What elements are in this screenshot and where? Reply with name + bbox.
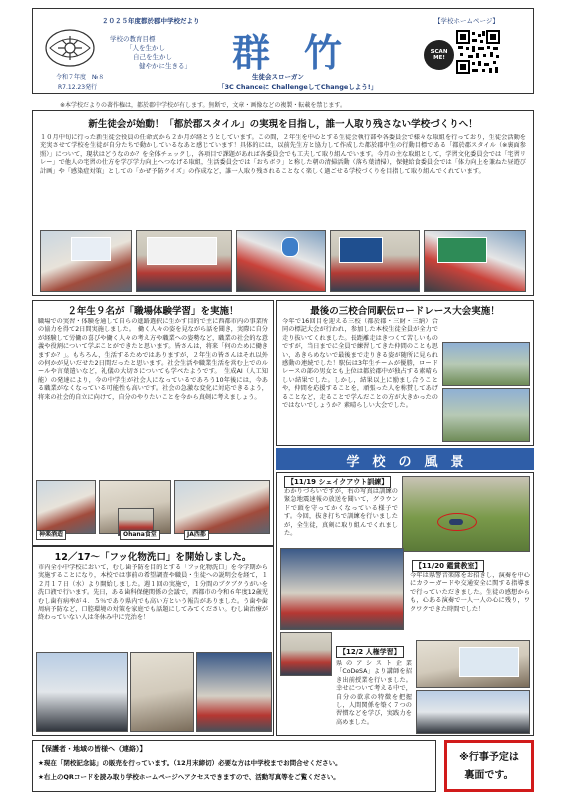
article3-photo-2 xyxy=(130,652,194,732)
article2-photo-4 xyxy=(174,480,270,534)
article2-photo-label-1: 神楽酒造 xyxy=(36,530,66,540)
homepage-label: 【学校ホームページ】 xyxy=(434,17,499,25)
goal-line2: 自己を生かし xyxy=(133,53,172,61)
article3-body: 市内全小中学校において，むし歯予防を目的とする「フッ化物洗口」を今学期から実施することになり，本校では事前の希望調査や職員・生徒への説明会を経て，１２月１７日（水）より開始しました。週１回の実施で，１分間のブクブクうがいを洗口液で行います。先日，ある歯科保健関係の会議で，西都市の令和６年度12歳児むし歯有病率が４．５％であり県内でも高い方という報告がありました。う歯や歯周病予防など，口腔環境の対策を家庭でも話題にしてみてください。むし歯治療が終わっていない人は冬休み中に完治を！ xyxy=(38,564,268,622)
article1-heading: 新生徒会が始動！「都於郡スタイル」の実現を目指し，誰一人取り残さない学校づくりへ！ xyxy=(88,119,478,130)
article2-body: 職場での実習・体験を通して自らの進路選択に生かす目的で主に西都市内の事業所の協力を得て2日間実施しました。 働く人々の姿を見ながら話を聞き，実際に自分が経験して労働の喜びや働く人々の考え方や職業への姿勢など，職業の社会的な意義や役割について学ぶことができたと思います。皆さんは，将来「何のために働きますか？」。もちろん，生活するためではありますが，２年生の皆さんはそれ以外の何かが見いだせた2日間だったと思います。社会生活や職業生活を営む上でのルールや言葉遣いなど，礼儀の大切さについても学べたようです。 生成AI（人工知能）の発達により，今の中学生が社会人になっているであろう10年後には，今ある職業がなくなっている可能性も高いです。社会の急激な変化に対応できるよう，将来の社会的自立に向けて，自分のやりたいことを今から真剣に考えましょう。 xyxy=(38,318,268,401)
article1-photo-2 xyxy=(136,230,232,292)
scenery-item3-photo-3 xyxy=(416,690,530,734)
article2-photo-label-2: Ohana食堂 xyxy=(120,530,160,540)
slogan-text: 「3C Chanceに ChallengeしてChangeしよう!」 xyxy=(218,83,378,91)
article4-body: 今年で16回目を迎える三校（都於郡・三財・三納）合同の標記大会が行われ，参加した本校生徒全員が全力で走り抜いてくれました。長距離走はきつくて苦しいものですが，当日までに全員で練習してきた仲間のことも思い，あきらめないで最後まで走りきる姿が随所に見られ感動の連続でした！駅伝は3年生チームが優勝，ロードレースの部の男女とも上位は都於郡中が独占する素晴らしい結果でした。しかし，結果以上に励まし合うことや，仲間を応援することを，頑張った人を称賛してあげることなど，走ることで学んだことの方が大きかったのではないでしょうか？素晴らしい大会でした。 xyxy=(282,318,438,410)
article1-photo-1 xyxy=(40,230,132,292)
copyright-notice: ※本学校だよりの著作権は，都於郡中学校が有します。無断で，文章・画像などの複製・転載を禁じます。 xyxy=(60,102,346,109)
article4-heading: 最後の三校合同駅伝ロードレース大会実施！ xyxy=(310,306,500,317)
article2-photo-label-3: JA西都 xyxy=(184,530,209,540)
article2-photo-1 xyxy=(36,480,96,534)
issue-date: R7.12.23発行 xyxy=(58,84,98,91)
scenery-item3-body: 県のアシスト企業「CoDeSA」より講師を招き出前授業を行いました。幸せについて考える中で，自分の欲求の特徴を把握し，人間関係を築く７つの習慣などを学び，実践力を高めました。 xyxy=(336,660,412,726)
article3-photo-3 xyxy=(196,652,272,732)
scan-me-text: SCAN ME! xyxy=(430,49,448,61)
issue-number: 令和７年度 №８ xyxy=(56,74,105,81)
article1-photo-5 xyxy=(424,230,526,292)
scenery-item3-heading: 【12/2 人権学習】 xyxy=(336,646,404,658)
scenery-item3-photo-1 xyxy=(280,632,332,676)
scenery-item2-heading: 【11/20 鑑賞教室】 xyxy=(412,560,484,572)
goal-line3: 健やかに生きる」 xyxy=(139,62,191,70)
schedule-line2: 裏面です。 xyxy=(464,770,514,781)
newsletter-title: 群 竹 xyxy=(232,30,341,75)
scenery-item1-photo xyxy=(402,476,530,552)
scenery-item3-photo-2 xyxy=(416,640,530,688)
goal-title: 学校の教育目標 xyxy=(110,35,156,43)
article1-body: １０月中旬に行った新生徒会役員の任命式から２か月が経とうとしています。この間，２年生を中心とする生徒会執行部や各委員会で様々な取組を行っており，生徒会活動を充実させて学校を生徒が自分たちで動かしているなあと感じています！具体的には，以前先生方と協力して作成した都於郡中生の行動目標である「都於郡スタイル（※裏面参照）」について，現状はどうなのか？を全体チェックし，各項目で課題があれば各委員会でも工夫して取り組んでいます。今月の主な取組として，学習文化委員会では「宅習リレー」で他人の宅習の仕方を学び学力向上へつなげる取組，生活委員会では「おちボラ」と称した朝の清掃活動（落ち葉清掃），保健給食委員会では「体力向上を兼ねた昼遊び計画」や「感染症対策」としての「かぜ予防クイズ」の作成など，誰一人取り残されることなく楽しく過ごせる学校づくりを目指して取り組んでくれています。 xyxy=(40,134,526,175)
slogan-label: 生徒会スローガン xyxy=(252,73,304,81)
article3-heading: 12／17～「フッ化物洗口」を開始しました。 xyxy=(54,552,252,563)
article4-photo-1 xyxy=(442,342,530,386)
article2-heading: ２年生９名が「職場体験学習」を実施！ xyxy=(67,306,239,317)
qr-code-icon[interactable] xyxy=(456,30,500,74)
contact-line2: ★右上のQRコードを読み取り学校ホームページへアクセスできますので、活動写真等をご覧ください。 xyxy=(38,773,340,781)
article3-photo-1 xyxy=(36,652,128,732)
contact-heading: 【保護者・地域の皆様へ（連絡）】 xyxy=(38,745,147,753)
article1-photo-4 xyxy=(330,230,420,292)
newsletter-label: ２０２５年度都於郡中学校だより xyxy=(102,17,200,25)
school-emblem-icon xyxy=(44,26,96,70)
scenery-item1-heading: 【11/19 シェイクアウト訓練】 xyxy=(284,476,391,488)
scenery-item2-body: 今年は県警音楽隊をお招きし，演奏を中心にカラーガードや交通安全に関する指導まで行っていただきました。生徒の感想からも，心ある演奏で一人一人の心に残り，ワクワクできた時間でした！ xyxy=(410,572,530,613)
article4-photo-2 xyxy=(442,388,530,442)
contact-line1: ★現在「閉校記念誌」の販売を行っています。（12月末締切）必要な方は中学校までお問合せください。 xyxy=(38,759,342,767)
goal-line1: 「人を生かし xyxy=(126,44,165,52)
article1-photo-3 xyxy=(236,230,326,292)
scenery-item2-photo-1 xyxy=(280,548,404,630)
schedule-line1: ※行事予定は xyxy=(459,752,519,763)
scenery-title: 学 校 の 風 景 xyxy=(346,455,464,470)
scenery-item1-body: わかりづらいですが，右の写真は訓練の緊急地震速報の放送を聞いて，グラウンドで頭を守ってかくなっている様子です。今回，抜き打ちで訓練を行いましたが，全生徒，真剣に取り組んでくれました。 xyxy=(284,488,398,538)
